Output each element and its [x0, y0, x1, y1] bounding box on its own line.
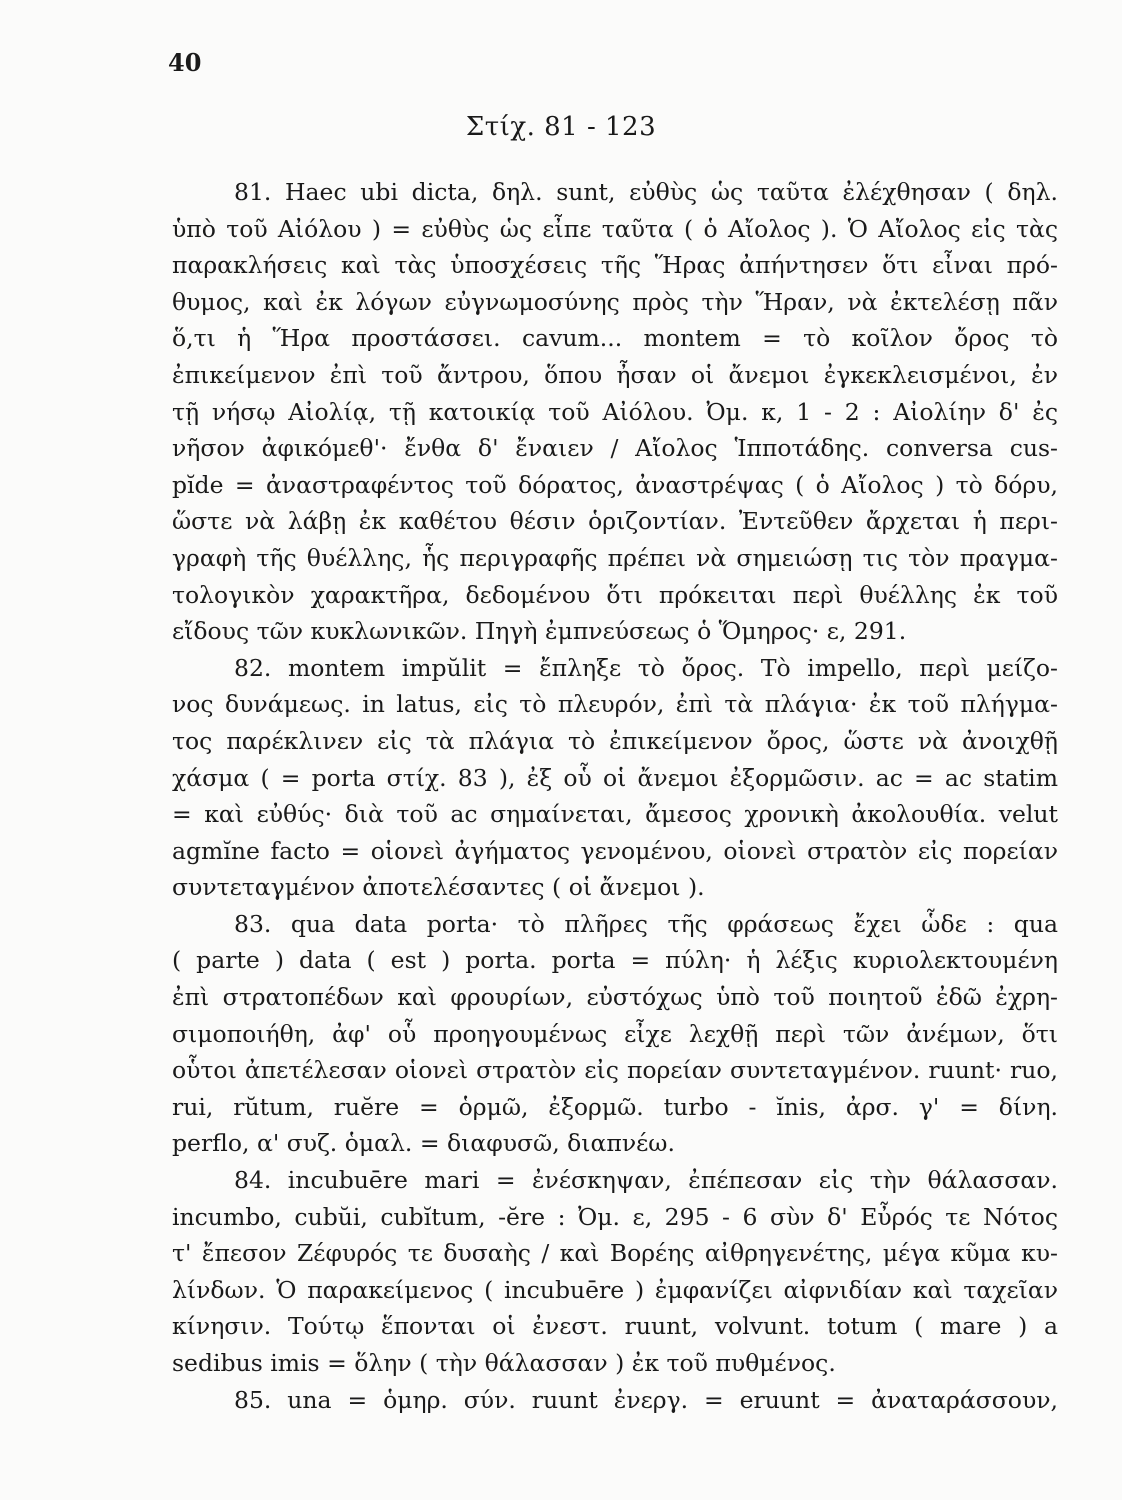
text-line [172, 833, 1058, 870]
text-line [172, 686, 1058, 723]
text-line [172, 503, 1058, 540]
text-line [172, 430, 1058, 467]
text-line [172, 906, 1058, 943]
text-line-content: ὅ,τι ἡ Ἥρα προστάσσει. cavum... montem = τὸ κοῖλον ὄρος τὸ [172, 324, 1058, 353]
text-line-content: incumbo, cubŭi, cubĭtum, -ĕre : Ὀμ. ε, 295 - 6 σὺν δ' Εὖρός τε Νότος [172, 1202, 1058, 1231]
text-line [172, 650, 1058, 687]
text-line [172, 1162, 1058, 1199]
text-line [172, 1235, 1058, 1272]
text-line [172, 1052, 1058, 1089]
text-line [172, 247, 1058, 284]
text-line-content: 85. una = ὁμηρ. σύν. ruunt ἐνεργ. = eruunt = ἀναταράσσουν, [234, 1385, 1058, 1414]
commentary-body [172, 174, 1058, 1418]
text-line [172, 869, 1058, 906]
text-line-content: τῇ νήσῳ Αἰολίᾳ, τῇ κατοικίᾳ τοῦ Αἰόλου. Ὀμ. κ, 1 - 2 : Αἰολίην δ' ἐς [172, 397, 1058, 426]
text-line-content: νος δυνάμεως. in latus, εἰς τὸ πλευρόν, ἐπὶ τὰ πλάγια· ἐκ τοῦ πλήγμα- [172, 690, 1058, 719]
text-line-content: perflo, α' συζ. ὁμαλ. = διαφυσῶ, διαπνέω. [172, 1129, 675, 1158]
text-line [172, 284, 1058, 321]
text-line [172, 1382, 1058, 1419]
text-line-content: γραφὴ τῆς θυέλλης, ἧς περιγραφῆς πρέπει νὰ σημειώσῃ τις τὸν πραγμα- [172, 543, 1058, 572]
text-line-content: agmĭne facto = οἱονεὶ ἀγήματος γενομένου, οἱονεὶ στρατὸν εἰς πορείαν [172, 836, 1058, 865]
text-line [172, 942, 1058, 979]
text-line [172, 796, 1058, 833]
text-line-content: ὑπὸ τοῦ Αἰόλου ) = εὐθὺς ὡς εἶπε ταῦτα ( ὁ Αἴολος ). Ὁ Αἴολος εἰς τὰς [172, 214, 1058, 243]
text-line-content: rui, rŭtum, ruĕre = ὁρμῶ, ἐξορμῶ. turbo - ĭnis, ἀρσ. γ' = δίνη. [172, 1092, 1058, 1121]
page-heading: Στίχ. 81 - 123 [465, 112, 657, 142]
text-line-content: ἐπὶ στρατοπέδων καὶ φρουρίων, εὐστόχως ὑπὸ τοῦ ποιητοῦ ἐδῶ ἐχρη- [172, 983, 1058, 1012]
text-line [172, 577, 1058, 614]
text-line-content: τολογικὸν χαρακτῆρα, δεδομένου ὅτι πρόκειται περὶ θυέλλης ἐκ τοῦ [172, 580, 1058, 609]
text-line [172, 1345, 1058, 1382]
text-line-content: pĭde = ἀναστραφέντος τοῦ δόρατος, ἀναστρέψας ( ὁ Αἴολος ) τὸ δόρυ, [172, 470, 1058, 499]
text-line [172, 394, 1058, 431]
text-line-content: 82. montem impŭlit = ἔπληξε τὸ ὄρος. Τὸ impello, περὶ μείζο- [234, 653, 1058, 682]
text-line-content: χάσμα ( = porta στίχ. 83 ), ἐξ οὗ οἱ ἄνεμοι ἐξορμῶσιν. ac = ac statim [172, 763, 1058, 792]
text-line-content: οὗτοι ἀπετέλεσαν οἱονεὶ στρατὸν εἰς πορείαν συντεταγμένον. ruunt· ruo, [172, 1056, 1058, 1085]
text-line-content: κίνησιν. Τούτῳ ἕπονται οἱ ἐνεστ. ruunt, volvunt. totum ( mare ) a [172, 1312, 1058, 1341]
text-line [172, 1199, 1058, 1236]
text-line-content: τος παρέκλινεν εἰς τὰ πλάγια τὸ ἐπικείμενον ὄρος, ὥστε νὰ ἀνοιχθῇ [172, 726, 1058, 755]
text-line-content: ἐπικείμενον ἐπὶ τοῦ ἄντρου, ὅπου ἦσαν οἱ ἄνεμοι ἐγκεκλεισμένοι, ἐν [172, 360, 1058, 389]
text-line-content: τ' ἔπεσον Ζέφυρός τε δυσαὴς / καὶ Βορέης αἰθρηγενέτης, μέγα κῦμα κυ- [172, 1239, 1058, 1268]
text-line [172, 613, 1058, 650]
text-line [172, 540, 1058, 577]
text-line [172, 723, 1058, 760]
text-line-content: = καὶ εὐθύς· διὰ τοῦ ac σημαίνεται, ἄμεσος χρονικὴ ἀκολουθία. velut [172, 800, 1058, 829]
text-line-content: ( parte ) data ( est ) porta. porta = πύλη· ἡ λέξις κυριολεκτουμένη [172, 946, 1058, 975]
text-line-content: νῆσον ἀφικόμεθ'· ἔνθα δ' ἔναιεν / Αἴολος Ἱπποτάδης. conversa cus- [172, 434, 1058, 463]
text-line [172, 211, 1058, 248]
text-line [172, 320, 1058, 357]
text-line-content: λίνδων. Ὁ παρακείμενος ( incubuēre ) ἐμφανίζει αἰφνιδίαν καὶ ταχεῖαν [172, 1275, 1058, 1304]
text-line [172, 357, 1058, 394]
text-line-content: sedibus imis = ὅλην ( τὴν θάλασσαν ) ἐκ τοῦ πυθμένος. [172, 1349, 836, 1377]
text-line-content: 84. incubuēre mari = ἐνέσκηψαν, ἐπέπεσαν εἰς τὴν θάλασσαν. [234, 1166, 1058, 1195]
text-line [172, 174, 1058, 211]
text-line-content: εἴδους τῶν κυκλωνικῶν. Πηγὴ ἐμπνεύσεως ὁ Ὅμηρος· ε, 291. [172, 617, 907, 646]
text-line-content: σιμοποιήθη, ἀφ' οὗ προηγουμένως εἶχε λεχθῇ περὶ τῶν ἀνέμων, ὅτι [172, 1019, 1058, 1048]
text-line [172, 1272, 1058, 1309]
text-line-content: θυμος, καὶ ἐκ λόγων εὐγνωμοσύνης πρὸς τὴν Ἥραν, νὰ ἐκτελέσῃ πᾶν [172, 287, 1058, 316]
text-line [172, 1308, 1058, 1345]
text-line-content: παρακλήσεις καὶ τὰς ὑποσχέσεις τῆς Ἥρας ἀπήντησεν ὅτι εἶναι πρό- [172, 251, 1058, 280]
text-line [172, 1089, 1058, 1126]
text-line [172, 467, 1058, 504]
text-line [172, 979, 1058, 1016]
text-line-content: 83. qua data porta· τὸ πλῆρες τῆς φράσεως ἔχει ὧδε : qua [234, 909, 1058, 938]
text-line-content: συντεταγμένον ἀποτελέσαντες ( οἱ ἄνεμοι ). [172, 873, 705, 902]
text-line [172, 1016, 1058, 1053]
text-line-content: ὥστε νὰ λάβῃ ἐκ καθέτου θέσιν ὁριζοντίαν. Ἐντεῦθεν ἄρχεται ἡ περι- [172, 507, 1058, 536]
text-line-content: 81. Haec ubi dicta, δηλ. sunt, εὐθὺς ὡς ταῦτα ἐλέχθησαν ( δηλ. [234, 178, 1058, 206]
text-line [172, 760, 1058, 797]
page-number: 40 [168, 48, 202, 77]
text-line [172, 1125, 1058, 1162]
